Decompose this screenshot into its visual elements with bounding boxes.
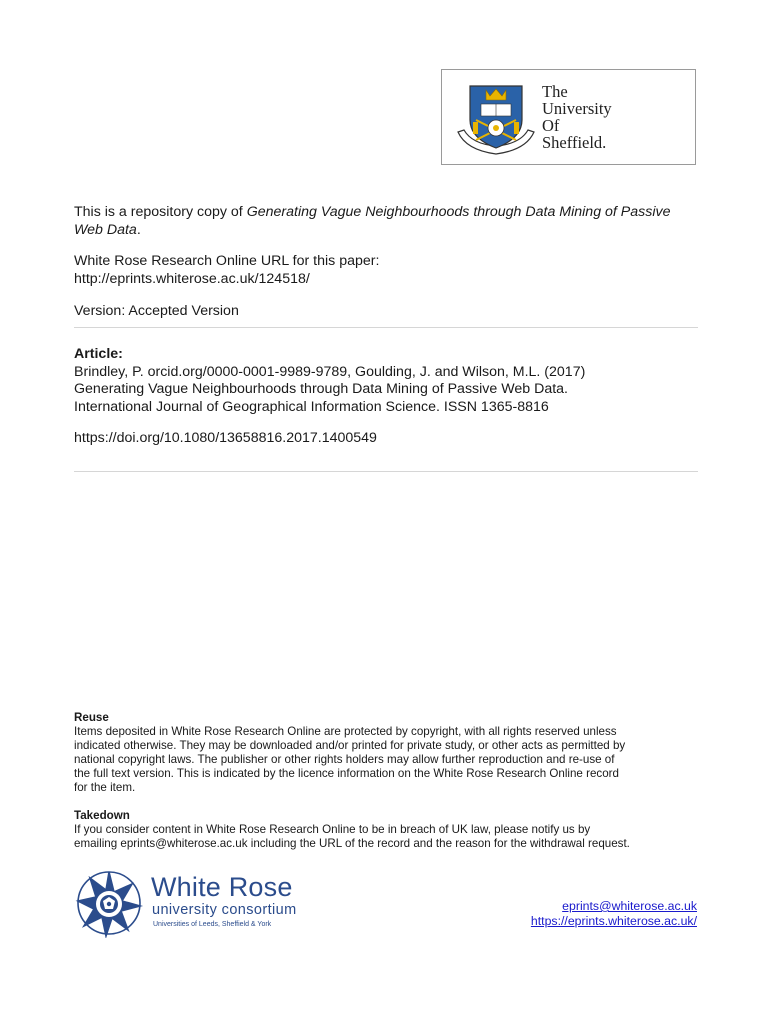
doi-link[interactable]: https://doi.org/10.1080/13658816.2017.1400549: [74, 430, 377, 446]
url-label: White Rose Research Online URL for this paper:: [74, 253, 380, 269]
university-crest-icon: [456, 80, 536, 158]
citation-line: Generating Vague Neighbourhoods through Data Mining of Passive Web Data.: [74, 381, 568, 397]
contact-links: [531, 899, 697, 929]
repository-suffix: .: [136, 221, 141, 238]
paper-title: Generating Vague Neighbourhoods through Data Mining of Passive Web Data: [74, 204, 671, 238]
reuse-line: the full text version. This is indicated by the licence information on the White Rose Research Online record: [74, 767, 619, 780]
reuse-line: for the item.: [74, 781, 136, 794]
article-citation: [74, 346, 698, 416]
article-heading: Article:: [74, 346, 123, 362]
university-name: [542, 83, 612, 151]
white-rose-logo-icon: [74, 868, 144, 938]
takedown-section: [74, 809, 698, 851]
takedown-line: emailing eprints@whiterose.ac.uk including the URL of the record and the reason for the withdrawal request.: [74, 837, 630, 850]
white-rose-title: White Rose: [151, 872, 293, 902]
divider: [74, 471, 698, 472]
repository-statement: [74, 204, 698, 239]
reuse-line: national copyright laws. The publisher or other rights holders may allow further reproduction and re-use of: [74, 753, 615, 766]
white-rose-subtitle: university consortium: [152, 902, 297, 918]
university-name-line: The: [542, 82, 568, 101]
divider: [74, 327, 698, 328]
url-block: [74, 253, 698, 288]
citation-line: International Journal of Geographical Information Science. ISSN 1365-8816: [74, 398, 549, 415]
university-name-line: University: [542, 99, 612, 118]
version-line: Version: Accepted Version: [74, 303, 239, 319]
repository-prefix: This is a repository copy of: [74, 204, 247, 220]
university-name-line: Sheffield.: [542, 133, 607, 152]
website-link[interactable]: https://eprints.whiterose.ac.uk/: [530, 914, 697, 928]
white-rose-universities: Universities of Leeds, Sheffield & York: [153, 921, 272, 928]
university-logo: [441, 69, 696, 165]
reuse-line: indicated otherwise. They may be downloaded and/or printed for private study, or other acts as permitted by: [74, 739, 626, 752]
reuse-section: [74, 711, 698, 795]
paper-url[interactable]: http://eprints.whiterose.ac.uk/124518/: [74, 270, 310, 287]
citation-line: Brindley, P. orcid.org/0000-0001-9989-9789, Goulding, J. and Wilson, M.L. (2017): [74, 363, 586, 380]
reuse-line: Items deposited in White Rose Research Online are protected by copyright, with all rights reserved unless: [74, 725, 617, 738]
takedown-line: If you consider content in White Rose Research Online to be in breach of UK law, please notify us by: [74, 823, 591, 836]
reuse-heading: Reuse: [74, 711, 109, 724]
university-name-line: Of: [542, 116, 560, 135]
email-link[interactable]: eprints@whiterose.ac.uk: [562, 899, 697, 913]
takedown-heading: Takedown: [74, 809, 130, 822]
